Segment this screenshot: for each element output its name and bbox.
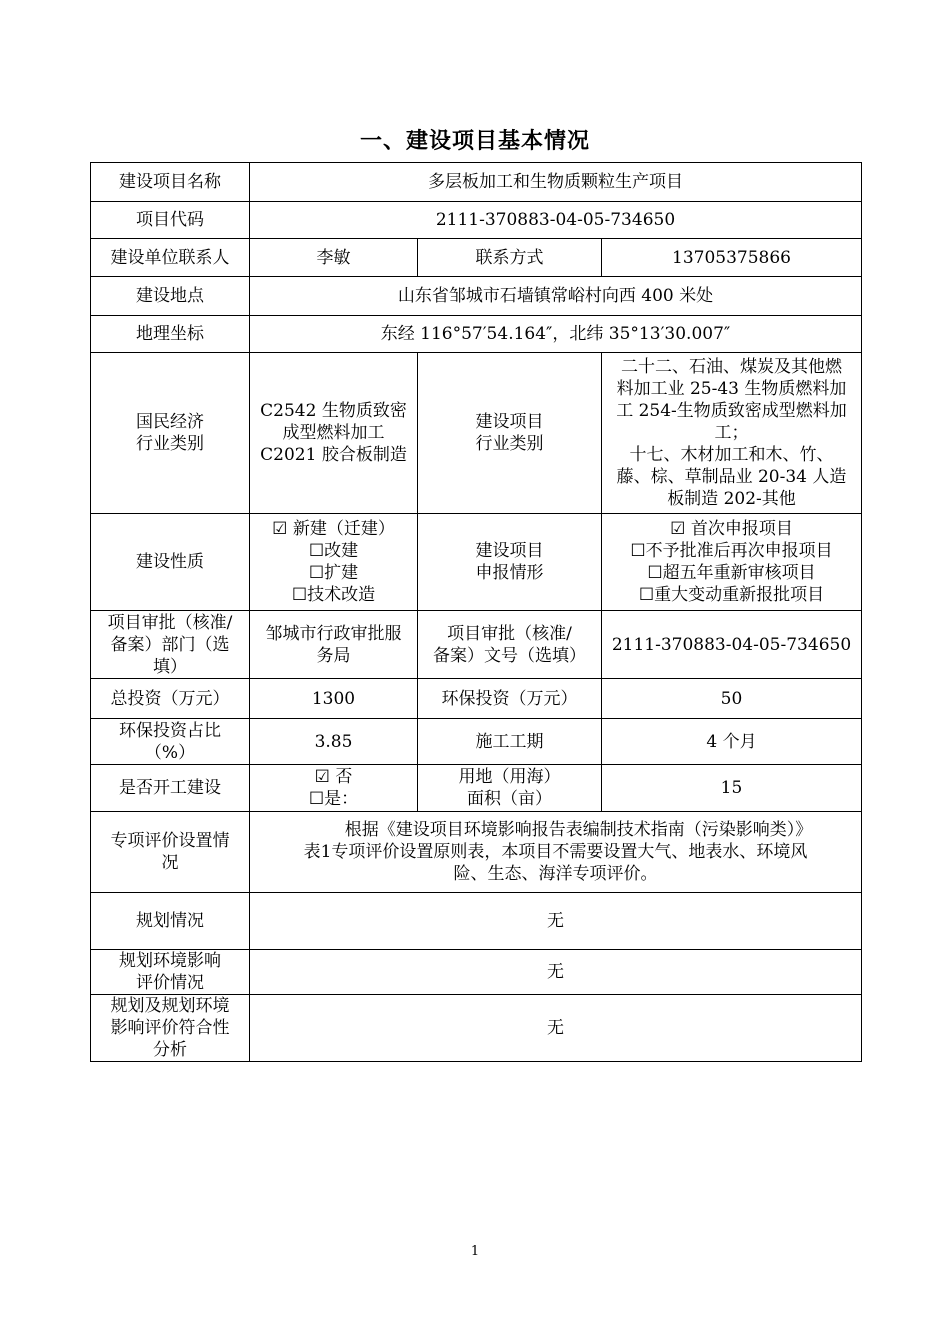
planning-eia-value: 无 <box>250 950 862 995</box>
table-row <box>91 679 862 719</box>
checkbox-first-declaration: ☑ 首次申报项目 <box>670 519 793 539</box>
total-investment-label: 总投资（万元） <box>91 679 250 719</box>
started-label: 是否开工建设 <box>91 765 250 812</box>
project-name-value: 多层板加工和生物质颗粒生产项目 <box>250 163 862 202</box>
approval-dept-value: 邹城市行政审批服 务局 <box>250 611 418 679</box>
declaration-options <box>602 514 862 611</box>
table-row <box>91 514 862 611</box>
planning-value: 无 <box>250 893 862 950</box>
checkbox-redeclare: ☐不予批准后再次申报项目 <box>630 541 833 561</box>
table-row <box>91 353 862 514</box>
planning-eia-label: 规划环境影响 评价情况 <box>91 950 250 995</box>
table-row <box>91 202 862 239</box>
checkbox-expand: ☐扩建 <box>308 563 359 583</box>
env-investment-value: 50 <box>602 679 862 719</box>
coordinates-value: 东经 116°57′54.164″，北纬 35°13′30.007″ <box>250 316 862 353</box>
planning-label: 规划情况 <box>91 893 250 950</box>
env-ratio-label: 环保投资占比 （%） <box>91 719 250 765</box>
total-investment-value: 1300 <box>250 679 418 719</box>
location-label: 建设地点 <box>91 277 250 316</box>
project-category-label: 建设项目 行业类别 <box>418 353 602 514</box>
started-options <box>250 765 418 812</box>
checkbox-yes: ☐是： <box>308 789 359 809</box>
project-name-label: 建设项目名称 <box>91 163 250 202</box>
table-row <box>91 163 862 202</box>
checkbox-five-year: ☐超五年重新审核项目 <box>647 563 816 583</box>
table-row <box>91 812 862 893</box>
table-row <box>91 277 862 316</box>
approval-number-label: 项目审批（核准/ 备案）文号（选填） <box>418 611 602 679</box>
construction-nature-label: 建设性质 <box>91 514 250 611</box>
checkbox-major-change: ☐重大变动重新报批项目 <box>638 585 825 605</box>
checkbox-new-build: ☑ 新建（迁建） <box>272 519 395 539</box>
land-area-value: 15 <box>602 765 862 812</box>
contact-value: 李敏 <box>250 239 418 277</box>
special-evaluation-text: 根据《建设项目环境影响报告表编制技术指南（污染影响类）》 表1专项评价设置原则表，本项目不需要设置大气、地表水、环境风 险、生态、海洋专项评价。 <box>250 812 862 893</box>
project-category-value: 二十二、石油、煤炭及其他燃 料加工业 25-43 生物质燃料加 工 254-生物质致密成型燃料加 工； 十七、木材加工和木、竹、 藤、棕、草制品业 20-34 人造 板制造 202-其他 <box>602 353 862 514</box>
compliance-value: 无 <box>250 995 862 1062</box>
contact-method-value: 13705375866 <box>602 239 862 277</box>
table-row <box>91 611 862 679</box>
table-row <box>91 950 862 995</box>
page-title: 一、建设项目基本情况 <box>359 129 590 154</box>
approval-number-value: 2111-370883-04-05-734650 <box>602 611 862 679</box>
table-row <box>91 995 862 1062</box>
project-code-label: 项目代码 <box>91 202 250 239</box>
page-number: 1 <box>470 1244 480 1259</box>
industry-category-value: C2542 生物质致密 成型燃料加工 C2021 胶合板制造 <box>250 353 418 514</box>
land-area-label: 用地（用海） 面积（亩） <box>418 765 602 812</box>
approval-dept-label: 项目审批（核准/ 备案）部门（选 填） <box>91 611 250 679</box>
env-ratio-value: 3.85 <box>250 719 418 765</box>
project-code-value: 2111-370883-04-05-734650 <box>250 202 862 239</box>
table-row <box>91 719 862 765</box>
env-investment-label: 环保投资（万元） <box>418 679 602 719</box>
construction-nature-options <box>250 514 418 611</box>
industry-category-label: 国民经济 行业类别 <box>91 353 250 514</box>
contact-label: 建设单位联系人 <box>91 239 250 277</box>
checkbox-no: ☑ 否 <box>314 767 353 787</box>
checkbox-rebuild: ☐改建 <box>308 541 359 561</box>
table-row <box>91 765 862 812</box>
declaration-label: 建设项目 申报情形 <box>418 514 602 611</box>
location-value: 山东省邹城市石墙镇常峪村向西 400 米处 <box>250 277 862 316</box>
contact-method-label: 联系方式 <box>418 239 602 277</box>
coordinates-label: 地理坐标 <box>91 316 250 353</box>
construction-period-value: 4 个月 <box>602 719 862 765</box>
project-info-table <box>90 162 862 1062</box>
checkbox-tech-upgrade: ☐技术改造 <box>291 585 376 605</box>
construction-period-label: 施工工期 <box>418 719 602 765</box>
table-row <box>91 316 862 353</box>
table-row <box>91 239 862 277</box>
special-evaluation-label: 专项评价设置情 况 <box>91 812 250 893</box>
compliance-label: 规划及规划环境 影响评价符合性 分析 <box>91 995 250 1062</box>
table-row <box>91 893 862 950</box>
